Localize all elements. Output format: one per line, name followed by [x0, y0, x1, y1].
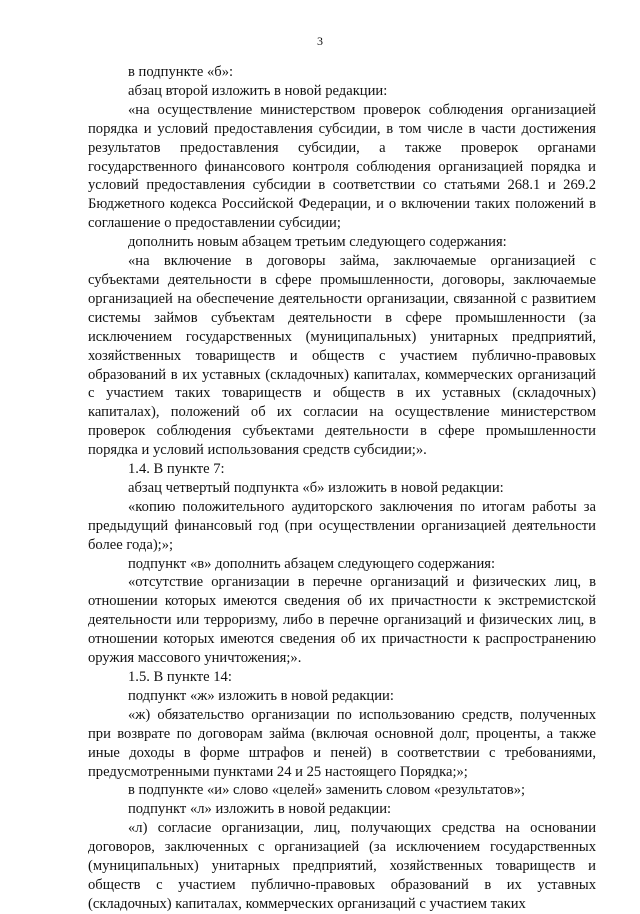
paragraph-subitem-zh-instruction: подпункт «ж» изложить в новой редакции: [128, 687, 394, 704]
paragraph-section-1-5-heading: 1.5. В пункте 14: [128, 669, 232, 685]
page-number: 3 [317, 34, 323, 48]
paragraph-section-1-4-heading: 1.4. В пункте 7: [128, 461, 225, 478]
document-body [88, 63, 596, 914]
paragraph-subitem-zh-text: «ж) обязательство организации по использованию средств, полученных при возврате по договорам займа (включая основной долг, проценты, а также иные доходы в форме штрафов и пеней) в соответствии с требованиями, предусмотренными пунктами 24 и 25 настоящего Порядка;»; [88, 706, 596, 780]
paragraph-inspection-consent-text: «на осуществление министерством проверок соблюдения организацией порядка и условий предоставления субсидии, в том числе в части достижения результатов предоставления субсидии, а также проверок органами государственного финансового контроля соблюдения организацией порядка и условий предоставления субсидии в соответствии со статьями 268.1 и 269.2 Бюджетного кодекса Российской Федерации, и о включении таких положений в соглашение о предоставлении субсидии; [88, 101, 596, 232]
paragraph-subitem-l-text: «л) согласие организации, лиц, получающих средства на основании договоров, заключенных с организацией (за исключением государственных (муниципальных) унитарных предприятий, хозяйственных товариществ и обществ с участием публично-правовых образований в их уставных (складочных) капиталах, коммерческих организаций с участием таких [88, 820, 596, 912]
paragraph-subitem-v-instruction: подпункт «в» дополнить абзацем следующего содержания: [128, 555, 496, 572]
paragraph-subitem-l-instruction: подпункт «л» изложить в новой редакции: [128, 801, 392, 818]
paragraph-subitem-i-instruction: в подпункте «и» слово «целей» заменить словом «результатов»; [128, 782, 526, 799]
paragraph-extremism-list-text: «отсутствие организации в перечне организаций и физических лиц, в отношении которых имеются сведения об их причастности к экстремистской деятельности или терроризму, либо в перечне организаций и физических лиц, в отношении которых имеются сведения об их причастности к распространению оружия массового уничтожения;». [88, 574, 596, 667]
paragraph-audit-report-text: «копию положительного аудиторского заключения по итогам работы за предыдущий финансовый год (при осуществлении организацией деятельности более года);»; [88, 498, 596, 553]
paragraph-second-abzac-instruction: абзац второй изложить в новой редакции: [128, 82, 388, 99]
paragraph-loan-contracts-text: «на включение в договоры займа, заключаемые организацией с субъектами деятельности в сфере промышленности, договоры, заключаемые организацией на обеспечение деятельности организации, связанной с развитием системы займов субъектам деятельности в сфере промышленности (за исключением государственных (муниципальных) унитарных предприятий, хозяйственных товариществ и обществ с участием публично-правовых образований в их уставных (складочных) капиталах, коммерческих организаций с участием таких товариществ и обществ в их уставных (складочных) капиталах), положений об их согласии на осуществление министерством проверок соблюдения субъектами деятельности в сфере промышленности порядка и условий использования средств субсидии;». [88, 253, 596, 459]
paragraph-subitem-b-heading: в подпункте «б»: [128, 64, 234, 80]
paragraph-add-third-abzac-instruction: дополнить новым абзацем третьим следующего содержания: [128, 234, 507, 251]
paragraph-fourth-abzac-instruction: абзац четвертый подпункта «б» изложить в новой редакции: [128, 479, 504, 496]
